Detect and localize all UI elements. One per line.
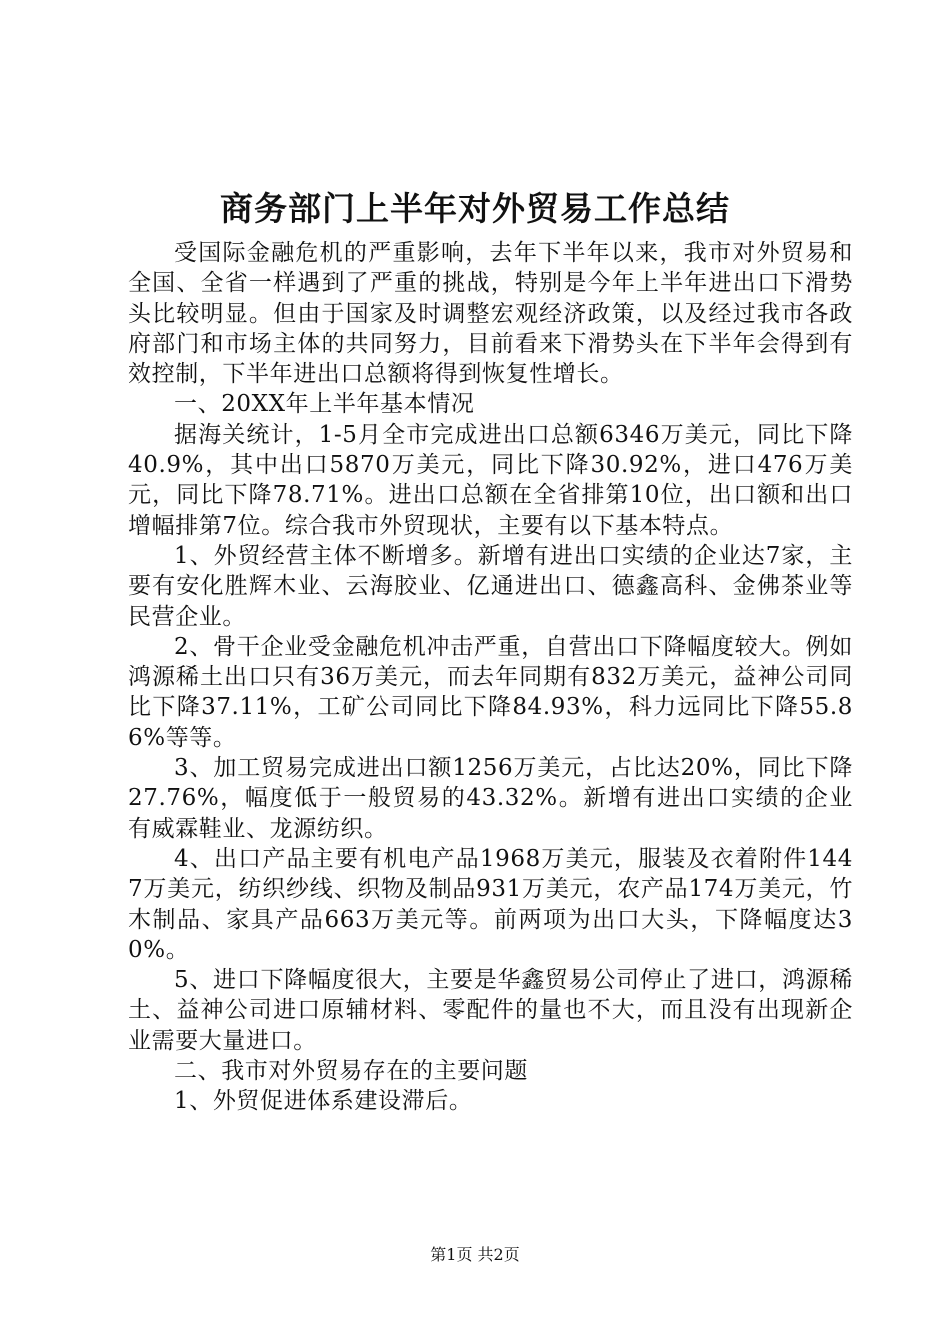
paragraph-point-3: 3、加工贸易完成进出口额1256万美元，占比达20%，同比下降27.76%，幅度低于一般贸易的43.32%。新增有进出口实绩的企业有威霖鞋业、龙源纺织。: [128, 755, 853, 842]
section-heading-2: 二、我市对外贸易存在的主要问题: [174, 1058, 528, 1085]
document-body: [128, 238, 853, 1117]
paragraph-problem-1: 1、外贸促进体系建设滞后。: [174, 1088, 473, 1115]
paragraph-point-4: 4、出口产品主要有机电产品1968万美元，服装及衣着附件1447万美元，纺织纱线、织物及制品931万美元，农产品174万美元，竹木制品、家具产品663万美元等。前两项为出口大头，下降幅度达30%。: [128, 845, 853, 963]
document-title: 商务部门上半年对外贸易工作总结: [220, 189, 730, 228]
section-heading-1: 一、20XX年上半年基本情况: [174, 391, 475, 418]
paragraph-point-2: 2、骨干企业受金融危机冲击严重，自营出口下降幅度较大。例如鸿源稀土出口只有36万美元，而去年同期有832万美元，益神公司同比下降37.11%，工矿公司同比下降84.93%，科力远同比下降55.86%等等。: [128, 633, 853, 751]
paragraph-intro: 受国际金融危机的严重影响，去年下半年以来，我市对外贸易和全国、全省一样遇到了严重的挑战，特别是今年上半年进出口下滑势头比较明显。但由于国家及时调整宏观经济政策，以及经过我市各政府部门和市场主体的共同努力，目前看来下滑势头在下半年会得到有效控制，下半年进出口总额将得到恢复性增长。: [128, 240, 853, 388]
page-footer: 第1页 共2页: [430, 1245, 520, 1264]
paragraph-point-1: 1、外贸经营主体不断增多。新增有进出口实绩的企业达7家，主要有安化胜辉木业、云海胶业、亿通进出口、德鑫高科、金佛茶业等民营企业。: [128, 542, 853, 630]
paragraph-statistics: 据海关统计，1-5月全市完成进出口总额6346万美元，同比下降40.9%，其中出口5870万美元，同比下降30.92%，进口476万美元，同比下降78.71%。进出口总额在全省排第10位，出口额和出口增幅排第7位。综合我市外贸现状，主要有以下基本特点。: [128, 421, 853, 539]
paragraph-point-5: 5、进口下降幅度很大，主要是华鑫贸易公司停止了进口，鸿源稀土、益神公司进口原辅材料、零配件的量也不大，而且没有出现新企业需要大量进口。: [128, 967, 853, 1054]
